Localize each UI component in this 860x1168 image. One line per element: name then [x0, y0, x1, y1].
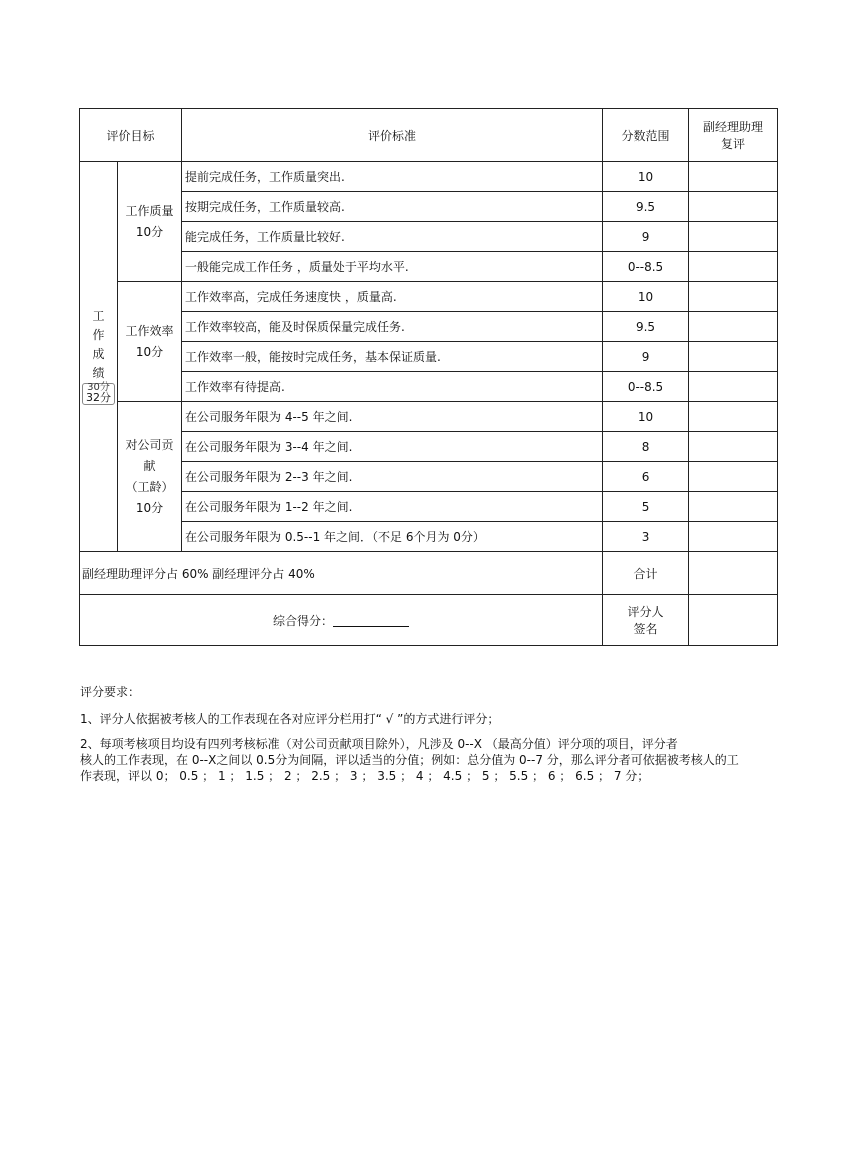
standard-cell: 在公司服务年限为 1--2 年之间. — [182, 492, 603, 522]
header-review-line1: 副经理助理 — [703, 120, 764, 134]
overall-score-overlap: 30分 — [87, 381, 110, 393]
notes-item-2-line3: 作表现，评以 0； 0.5 ； 1 ； 1.5 ； 2 ； 2.5 ； 3 ； 3.5 ； 4 ； 4.5 ； 5 ； 5.5 ； 6 ； 6.5 ； 7 分； — [80, 769, 650, 783]
review-cell[interactable] — [689, 252, 778, 282]
table-row — [80, 492, 778, 522]
standard-cell: 在公司服务年限为 0.5--1 年之间．（不足 6个月为 0分） — [182, 522, 603, 552]
weight-row — [80, 552, 778, 595]
category-contribution — [118, 402, 182, 552]
category-efficiency-label: 工作效率 — [125, 323, 174, 338]
total-label: 合计 — [603, 552, 689, 595]
overall-char: 成 — [92, 346, 105, 361]
signature-cell[interactable] — [689, 595, 778, 646]
notes-title: 评分要求： — [80, 685, 141, 699]
range-cell: 9 — [603, 222, 689, 252]
category-efficiency-score: 10分 — [135, 344, 164, 359]
evaluation-table — [79, 108, 778, 646]
standard-cell: 按期完成任务，工作质量较高. — [182, 192, 603, 222]
notes-item-2-line1: 2、每项考核项目均设有四列考核标准（对公司贡献项目除外），凡涉及 0--X （最高分值）评分项的项目，评分者 — [80, 737, 678, 751]
table-row — [80, 522, 778, 552]
category-quality-label: 工作质量 — [125, 203, 174, 218]
review-cell[interactable] — [689, 402, 778, 432]
standard-cell: 提前完成任务，工作质量突出. — [182, 162, 603, 192]
header-standard: 评价标准 — [182, 109, 603, 162]
table-row — [80, 462, 778, 492]
review-cell[interactable] — [689, 162, 778, 192]
review-cell[interactable] — [689, 222, 778, 252]
category-contribution-line3: （工龄） — [125, 479, 174, 494]
review-cell[interactable] — [689, 282, 778, 312]
header-row — [80, 109, 778, 162]
table-row — [80, 432, 778, 462]
standard-cell: 在公司服务年限为 3--4 年之间. — [182, 432, 603, 462]
notes-item-2-line2: 核人的工作表现，在 0--X之间以 0.5分为间隔，评以适当的分值；例如：总分值为 0--7 分，那么评分者可依据被考核人的工 — [80, 753, 739, 767]
composite-cell — [80, 595, 603, 646]
overall-char: 作 — [92, 327, 105, 342]
table-row — [80, 222, 778, 252]
category-contribution-line2: 献 — [143, 458, 156, 473]
header-review — [689, 109, 778, 162]
notes-item-1: 1、评分人依据被考核人的工作表现在各对应评分栏用打“ √ ”的方式进行评分； — [80, 712, 500, 726]
total-cell[interactable] — [689, 552, 778, 595]
signer-label-line2: 签名 — [633, 622, 658, 636]
range-cell: 9.5 — [603, 312, 689, 342]
category-contribution-line1: 对公司贡 — [125, 437, 174, 452]
scoring-notes — [80, 684, 792, 784]
category-quality-score: 10分 — [135, 224, 164, 239]
table-row — [80, 192, 778, 222]
range-cell: 5 — [603, 492, 689, 522]
overall-score — [82, 383, 115, 405]
range-cell: 3 — [603, 522, 689, 552]
table-row — [80, 402, 778, 432]
overall-char: 绩 — [92, 365, 105, 380]
signer-label-line1: 评分人 — [627, 605, 664, 619]
overall-score-value: 32分 — [86, 390, 111, 404]
header-target: 评价目标 — [80, 109, 182, 162]
review-cell[interactable] — [689, 462, 778, 492]
signer-label — [603, 595, 689, 646]
overall-char: 工 — [92, 308, 105, 323]
range-cell: 10 — [603, 282, 689, 312]
table-row — [80, 282, 778, 312]
standard-cell: 工作效率较高，能及时保质保量完成任务. — [182, 312, 603, 342]
review-cell[interactable] — [689, 342, 778, 372]
table-row — [80, 372, 778, 402]
composite-label: 综合得分： — [273, 613, 334, 628]
range-cell: 9.5 — [603, 192, 689, 222]
standard-cell: 在公司服务年限为 2--3 年之间. — [182, 462, 603, 492]
category-efficiency — [118, 282, 182, 402]
category-quality — [118, 162, 182, 282]
review-cell[interactable] — [689, 192, 778, 222]
range-cell: 10 — [603, 162, 689, 192]
review-cell[interactable] — [689, 432, 778, 462]
review-cell[interactable] — [689, 372, 778, 402]
range-cell: 10 — [603, 402, 689, 432]
table-row — [80, 162, 778, 192]
category-contribution-score: 10分 — [135, 500, 164, 515]
header-range: 分数范围 — [603, 109, 689, 162]
weight-note: 副经理助理评分占 60% 副经理评分占 40% — [80, 552, 603, 595]
range-cell: 0--8.5 — [603, 252, 689, 282]
range-cell: 0--8.5 — [603, 372, 689, 402]
table-row — [80, 252, 778, 282]
standard-cell: 工作效率一般，能按时完成任务，基本保证质量. — [182, 342, 603, 372]
table-row — [80, 312, 778, 342]
overall-category — [80, 162, 118, 552]
composite-blank[interactable] — [333, 614, 409, 627]
composite-row — [80, 595, 778, 646]
header-review-line2: 复评 — [721, 137, 746, 151]
review-cell[interactable] — [689, 522, 778, 552]
range-cell: 6 — [603, 462, 689, 492]
range-cell: 9 — [603, 342, 689, 372]
review-cell[interactable] — [689, 312, 778, 342]
review-cell[interactable] — [689, 492, 778, 522]
range-cell: 8 — [603, 432, 689, 462]
table-row — [80, 342, 778, 372]
standard-cell: 工作效率有待提高. — [182, 372, 603, 402]
standard-cell: 一般能完成工作任务 ，质量处于平均水平. — [182, 252, 603, 282]
standard-cell: 能完成任务，工作质量比较好. — [182, 222, 603, 252]
standard-cell: 工作效率高，完成任务速度快 ，质量高. — [182, 282, 603, 312]
standard-cell: 在公司服务年限为 4--5 年之间. — [182, 402, 603, 432]
